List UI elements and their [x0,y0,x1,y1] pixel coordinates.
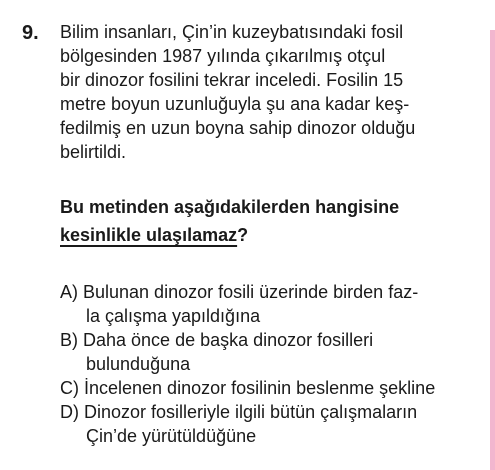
stem-line: bir dinozor fosilini tekrar inceledi. Fosilin 15 [60,70,404,90]
prompt-underlined-phrase: kesinlikle ulaşılamaz [60,225,238,245]
prompt-question-mark: ? [237,225,249,245]
stem-line: metre boyun uzunluğuyla şu ana kadar keş- [60,94,410,114]
option-a-line: la çalışma yapıldığına [86,306,261,326]
answer-options [60,280,485,448]
question-stem [60,20,480,164]
option-a[interactable] [60,280,485,328]
option-c-line: C) İncelenen dinozor fosilinin beslenme şekline [60,378,436,398]
stem-line: belirtildi. [60,142,127,162]
option-a-line: A) Bulunan dinozor fosili üzerinde birden faz- [60,282,419,302]
option-b-line: bulunduğuna [86,354,191,374]
question-prompt [60,193,480,249]
option-c[interactable] [60,376,485,400]
option-b-line: B) Daha önce de başka dinozor fosilleri [60,330,374,350]
stem-line: fedilmiş en uzun boyna sahip dinozor olduğu [60,118,416,138]
option-d-line: Çin’de yürütüldüğüne [86,426,257,446]
option-b[interactable] [60,328,485,376]
option-d-line: D) Dinozor fosilleriyle ilgili bütün çalışmaların [60,402,418,422]
prompt-line [60,221,480,249]
stem-line: bölgesinden 1987 yılında çıkarılmış otçul [60,46,386,66]
side-accent-bar [490,30,495,470]
stem-line: Bilim insanları, Çin’in kuzeybatısındaki fosil [60,22,404,42]
question-number: 9. [22,22,39,44]
option-d[interactable] [60,400,485,448]
prompt-line: Bu metinden aşağıdakilerden hangisine [60,197,400,217]
